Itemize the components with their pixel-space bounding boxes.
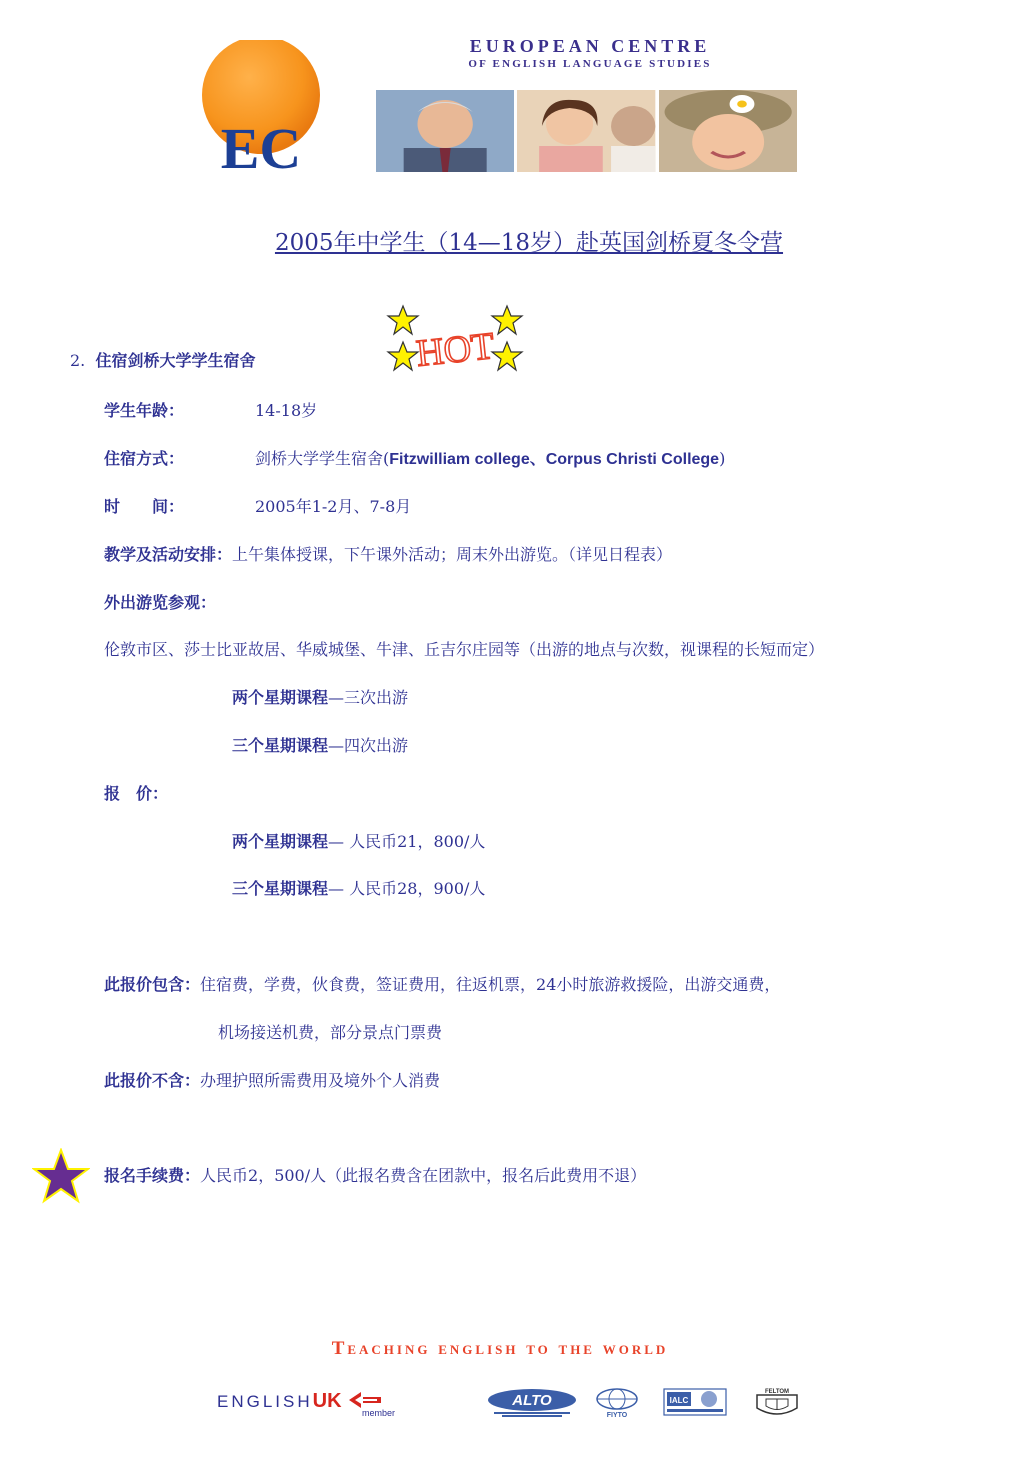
price-two-weeks	[232, 829, 485, 852]
english-uk-uk: UK	[312, 1390, 342, 1412]
english-uk-logo	[217, 1390, 467, 1424]
includes-value-line1: 住宿费，学费，伙食费，签证费用，往返机票，24小时旅游救援险，出游交通费，	[200, 975, 781, 994]
section-heading	[70, 348, 255, 371]
section-number: 2.	[70, 351, 86, 370]
price-two-weeks-label: 两个星期课程	[232, 832, 329, 851]
excludes-label: 此报价不含：	[104, 1071, 201, 1090]
fee-value: 人民币2，500/人（此报名费含在团款中，报名后此费用不退）	[200, 1166, 647, 1185]
yellow-star-icon	[388, 342, 418, 370]
purple-star-icon	[32, 1148, 90, 1204]
photo-girl-hat	[659, 90, 797, 172]
footer-slogan: Teaching english to the world	[331, 1338, 669, 1359]
english-uk-text: ENGLISH	[217, 1392, 313, 1411]
housing-value-prefix: 剑桥大学学生宿舍(	[255, 449, 390, 468]
excludes-line	[104, 1068, 440, 1091]
hot-badge	[383, 302, 527, 378]
activities-value: 上午集体授课，下午课外活动；周末外出游览。（详见日程表）	[232, 545, 673, 564]
housing-colleges: Fitzwilliam college、Corpus Christi College	[389, 451, 720, 468]
feltom-logo	[750, 1386, 804, 1420]
alto-logo	[484, 1388, 580, 1418]
excludes-value: 办理护照所需费用及境外个人消费	[200, 1071, 441, 1090]
svg-text:EC: EC	[220, 116, 302, 175]
header-photo-strip	[376, 90, 797, 172]
time-value: 2005年1-2月、7-8月	[255, 497, 412, 516]
svg-text:ALTO: ALTO	[512, 1392, 552, 1409]
housing-value-suffix: )	[719, 449, 726, 468]
excursion-two-weeks	[232, 685, 408, 708]
fee-line	[104, 1163, 646, 1186]
excursions-label: 外出游览参观：	[104, 593, 217, 612]
photo-students	[517, 90, 655, 172]
svg-text:IALC: IALC	[669, 1396, 689, 1405]
activities-label: 教学及活动安排：	[104, 545, 233, 564]
includes-value-line2: 机场接送机费，部分景点门票费	[218, 1023, 443, 1042]
svg-text:FELTOM: FELTOM	[764, 1389, 790, 1395]
excursion-three-weeks	[232, 733, 408, 756]
svg-text:HOT: HOT	[414, 325, 497, 375]
page-title: 2005年中学生（14—18岁）赴英国剑桥夏冬令营	[274, 230, 784, 256]
excursion-three-weeks-label: 三个星期课程	[232, 736, 329, 755]
fiyto-logo	[594, 1388, 640, 1418]
english-uk-member: member	[362, 1408, 396, 1418]
org-name-line2: OF ENGLISH LANGUAGE STUDIES	[468, 58, 712, 70]
yellow-star-icon	[492, 306, 522, 334]
chevron-flag-icon	[347, 1390, 383, 1410]
activities-line	[104, 542, 672, 565]
yellow-star-icon	[388, 306, 418, 334]
ialc-logo	[663, 1388, 727, 1416]
ec-logo	[196, 40, 326, 175]
includes-label: 此报价包含：	[104, 975, 201, 994]
age-value: 14-18岁	[255, 401, 318, 420]
price-three-weeks	[232, 876, 485, 899]
includes-line	[104, 972, 780, 995]
price-three-weeks-label: 三个星期课程	[232, 879, 329, 898]
yellow-star-icon	[492, 342, 522, 370]
excursions-value: 伦敦市区、莎士比亚故居、华威城堡、牛津、丘吉尔庄园等（出游的地点与次数，视课程的长短而定）	[104, 640, 825, 659]
housing-value	[255, 446, 725, 469]
photo-teacher	[376, 90, 514, 172]
time-label: 时 间：	[104, 497, 185, 516]
excursion-two-weeks-label: 两个星期课程	[232, 688, 329, 707]
housing-label: 住宿方式：	[104, 449, 185, 468]
fee-label: 报名手续费：	[104, 1166, 201, 1185]
price-two-weeks-value: — 人民币21，800/人	[328, 832, 486, 851]
svg-text:FIYTO: FIYTO	[606, 1412, 628, 1418]
org-name-line1: EUROPEAN CENTRE	[469, 36, 711, 56]
age-label: 学生年龄：	[104, 401, 185, 420]
excursion-three-weeks-value: —四次出游	[328, 736, 409, 755]
section-heading-text: 住宿剑桥大学学生宿舍	[95, 351, 256, 370]
price-label: 报 价：	[104, 784, 169, 803]
excursion-two-weeks-value: —三次出游	[328, 688, 409, 707]
price-three-weeks-value: — 人民币28，900/人	[328, 879, 486, 898]
